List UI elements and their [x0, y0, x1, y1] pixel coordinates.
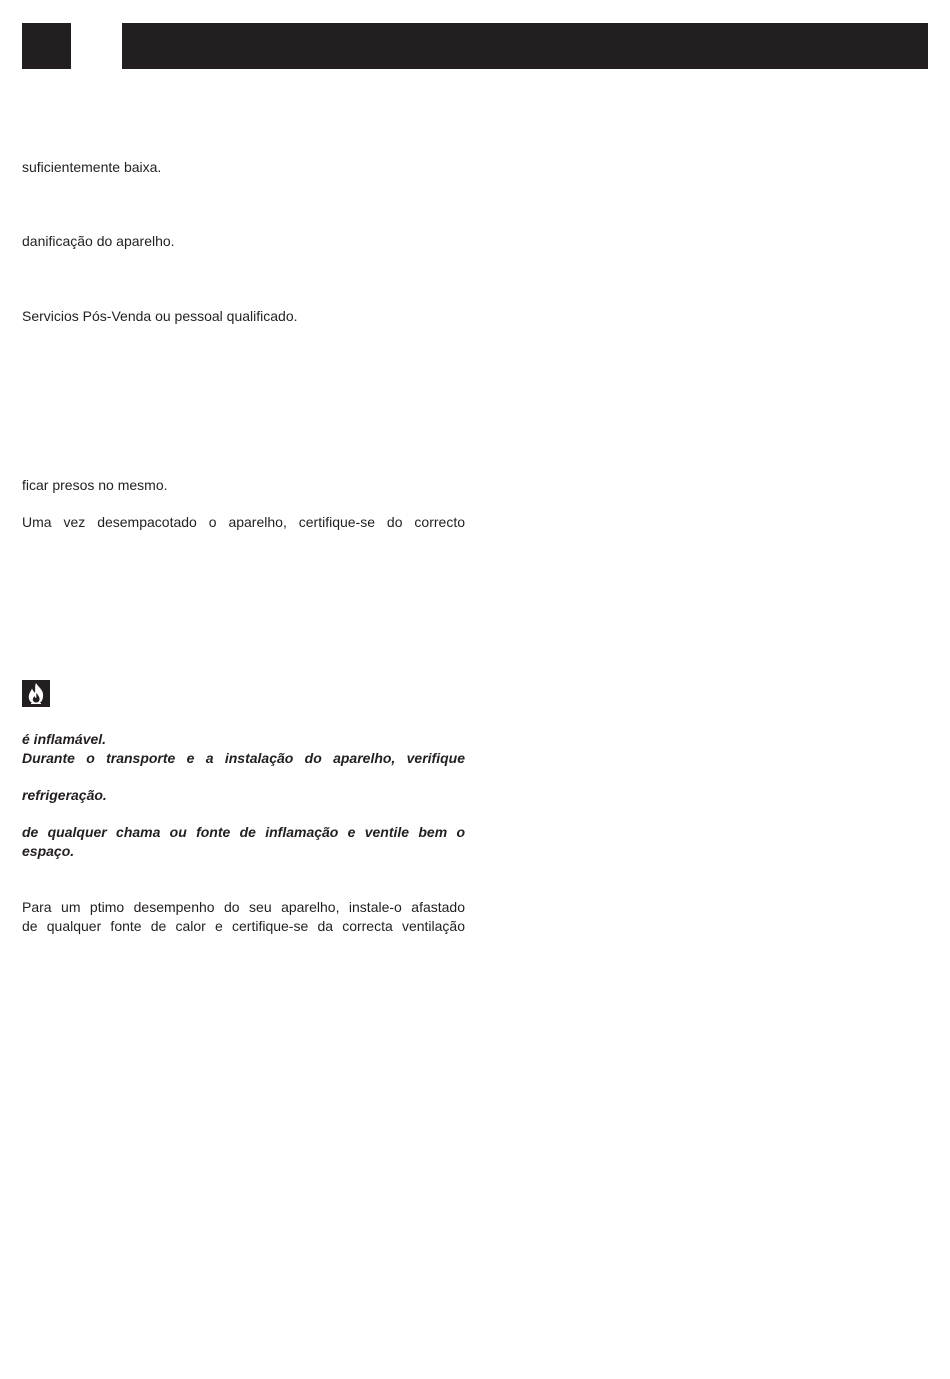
text-line: Servicios Pós-Venda ou pessoal qualificado.: [22, 308, 298, 324]
warning-line: é inflamável.: [22, 731, 107, 747]
text-line: de qualquer fonte de calor e certifique-se da correcta ventilação: [22, 918, 465, 934]
text-line: danificação do aparelho.: [22, 233, 175, 249]
warning-line: espaço.: [22, 843, 75, 859]
text-line: Para um ptimo desempenho do seu aparelho, instale-o afastado: [22, 899, 465, 915]
flame-icon: [22, 680, 50, 707]
warning-line: Durante o transporte e a instalação do aparelho, verifique: [22, 750, 465, 766]
warning-line: de qualquer chama ou fonte de inflamação e ventile bem o: [22, 824, 465, 840]
text-line: ficar presos no mesmo.: [22, 477, 168, 493]
text-line: suficientemente baixa.: [22, 159, 162, 175]
warning-line: refrigeração.: [22, 787, 107, 803]
page-number-block: [22, 23, 71, 69]
text-line: Uma vez desempacotado o aparelho, certifique-se do correcto: [22, 514, 465, 530]
header-bar: [122, 23, 928, 69]
